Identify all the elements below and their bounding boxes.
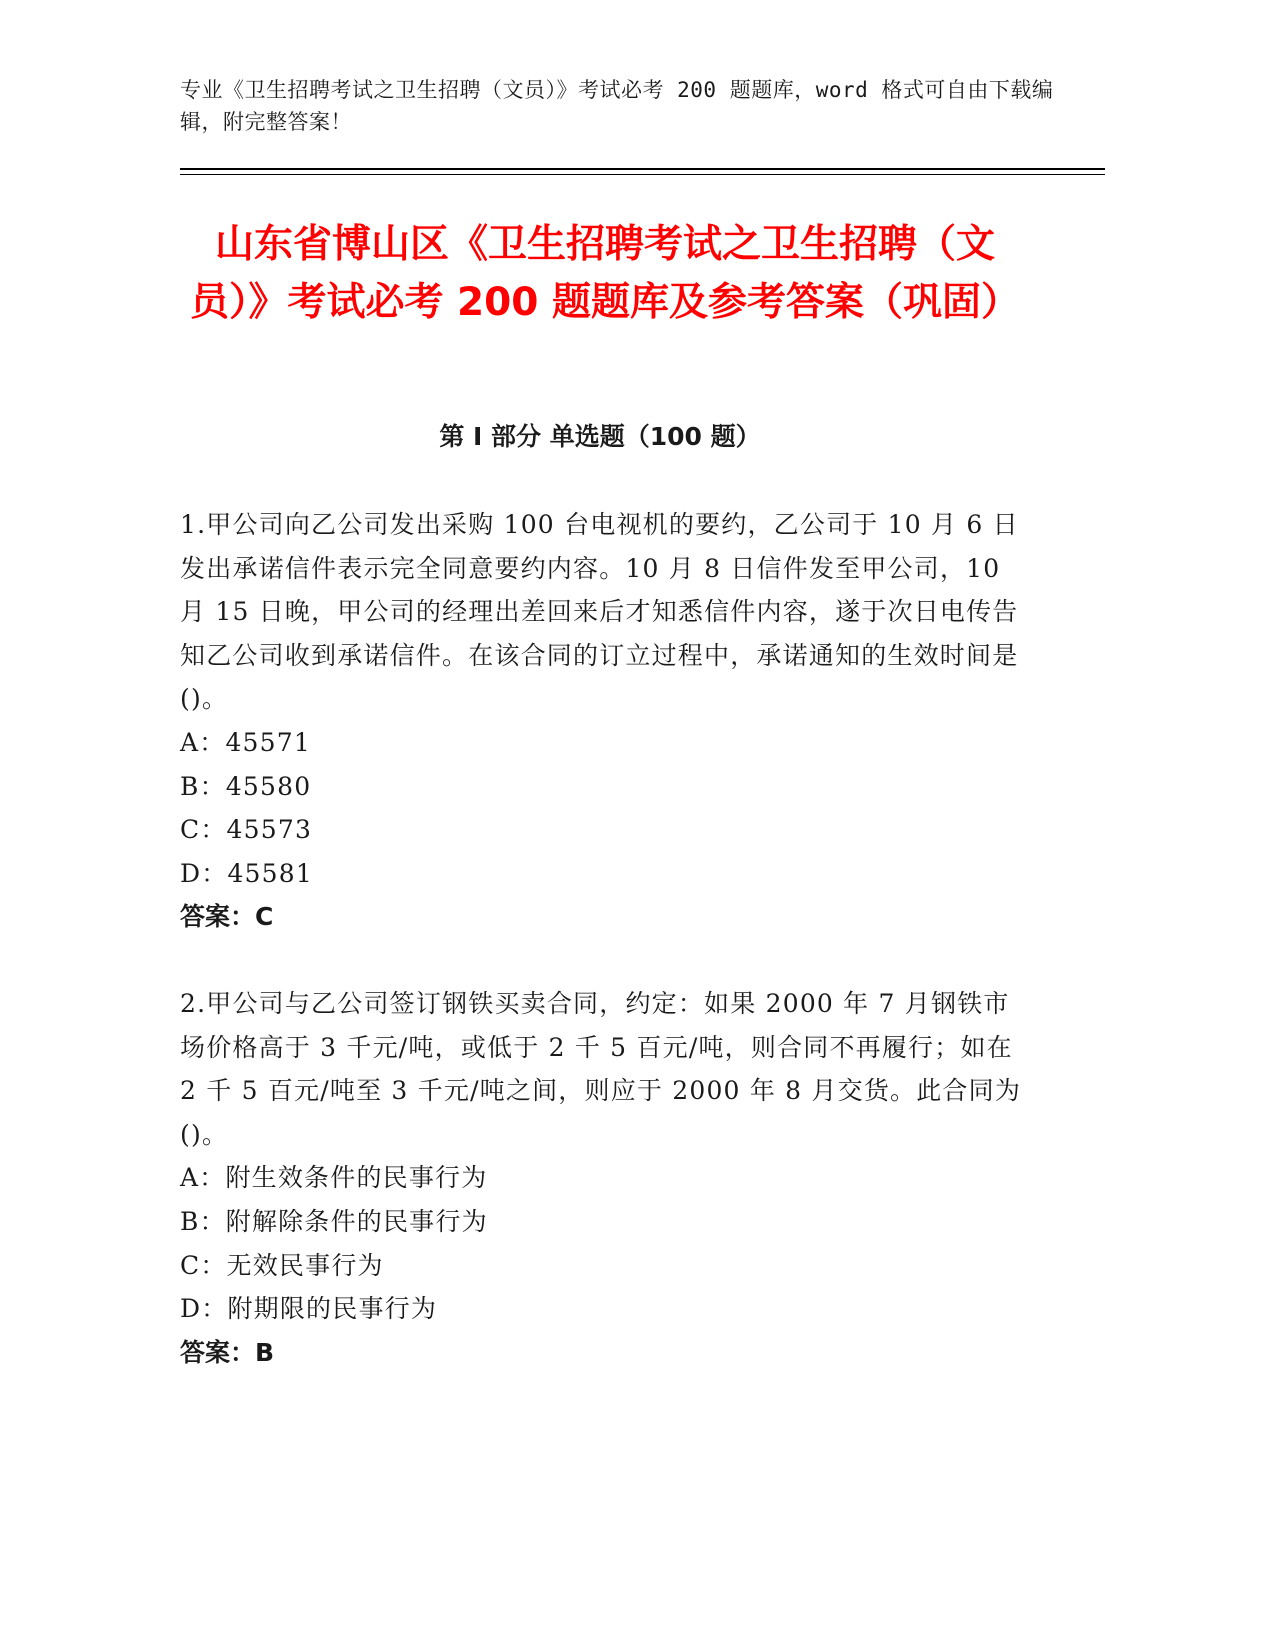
option-b: B：附解除条件的民事行为 [180,1206,488,1236]
option-d: D：附期限的民事行为 [180,1294,438,1324]
header-divider-thin [180,174,1105,175]
question-1 [180,503,1028,939]
option-a: A：45571 [180,727,311,757]
header-note: 专业《卫生招聘考试之卫生招聘（文员）》考试必考 200 题题库，word 格式可自由下载编辑，附完整答案！ [180,78,1054,134]
option-a: A：附生效条件的民事行为 [180,1163,488,1193]
question-2 [180,982,1028,1374]
option-c: C：45573 [180,815,313,845]
header-divider-thick [180,168,1105,170]
option-d: D：45581 [180,858,313,888]
answer-label: 答案：C [180,902,274,932]
section-heading: 第 I 部分 单选题（100 题） [439,422,761,451]
document-title: 山东省博山区《卫生招聘考试之卫生招聘（文员）》考试必考 200 题题库及参考答案（巩固） [189,222,1021,325]
question-stem: 2.甲公司与乙公司签订钢铁买卖合同，约定：如果 2000 年 7 月钢铁市场价格高于 3 千元/吨，或低于 2 千 5 百元/吨，则合同不再履行；如在 2 千 5 百元/吨至 3 千元/吨之间，则应于 2000 年 8 月交货。此合同为()。 [180,989,1022,1149]
answer-label: 答案：B [180,1337,275,1367]
option-b: B：45580 [180,771,312,801]
question-stem: 1.甲公司向乙公司发出采购 100 台电视机的要约，乙公司于 10 月 6 日发出承诺信件表示完全同意要约内容。10 月 8 日信件发至甲公司，10 月 15 日晚，甲公司的经理出差回来后才知悉信件内容，遂于次日电传告知乙公司收到承诺信件。在该合同的订立过程中，承诺通知的生效时间是()。 [180,510,1019,714]
option-c: C：无效民事行为 [180,1250,384,1280]
